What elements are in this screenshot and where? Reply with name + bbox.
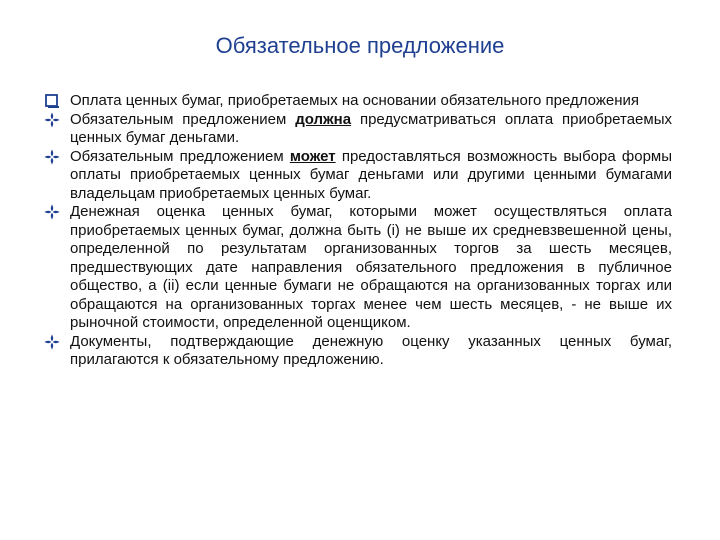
text-segment: Обязательным предложением bbox=[70, 147, 290, 165]
text-segment: предусматриваться оплата приобретаемых ценных бумаг деньгами. bbox=[70, 110, 672, 146]
list-item bbox=[44, 203, 672, 333]
text-segment: предоставляться возможность выбора формы оплаты приобретаемых ценных бумаг деньгами или другими ценными бумагами владельцам приобретаемых ценных бумаг. bbox=[70, 147, 672, 202]
square-checkbox-icon bbox=[44, 93, 60, 109]
text-segment: Документы, подтверждающие денежную оценку указанных ценных бумаг, прилагаются к обязательному предложению. bbox=[70, 332, 672, 368]
diamond-star-bullet-icon bbox=[44, 149, 60, 165]
list-item bbox=[44, 333, 672, 370]
list-item-text bbox=[70, 111, 672, 147]
list-item-text bbox=[70, 92, 639, 109]
text-segment: Денежная оценка ценных бумаг, которыми может осуществляться оплата приобретаемых ценных бумаг, должна быть (i) не выше их средневзвешенной цены, определенной по результатам организованных торгов за шесть месяцев, предшествующих дате направления обязательного предложения в публичное общество, а (ii) если ценные бумаги не обращаются на организованных торгах или обращаются на организованных торгах менее чем шесть месяцев, - не выше их рыночной стоимости, определенной оценщиком. bbox=[70, 203, 672, 331]
list-item-text bbox=[70, 333, 672, 369]
list-item-text bbox=[70, 148, 672, 202]
emphasized-word: может bbox=[289, 147, 336, 165]
list-item-text bbox=[70, 203, 672, 331]
list-item bbox=[44, 92, 672, 111]
slide-title: Обязательное предложение bbox=[215, 33, 505, 58]
emphasized-word: должна bbox=[295, 110, 352, 128]
list-item bbox=[44, 111, 672, 148]
text-segment: Оплата ценных бумаг, приобретаемых на основании обязательного предложения bbox=[70, 92, 639, 109]
list-item bbox=[44, 148, 672, 204]
diamond-star-bullet-icon bbox=[44, 204, 60, 220]
diamond-star-bullet-icon bbox=[44, 112, 60, 128]
bullet-list bbox=[44, 92, 672, 370]
diamond-star-bullet-icon bbox=[44, 334, 60, 350]
text-segment: Обязательным предложением bbox=[70, 110, 296, 128]
